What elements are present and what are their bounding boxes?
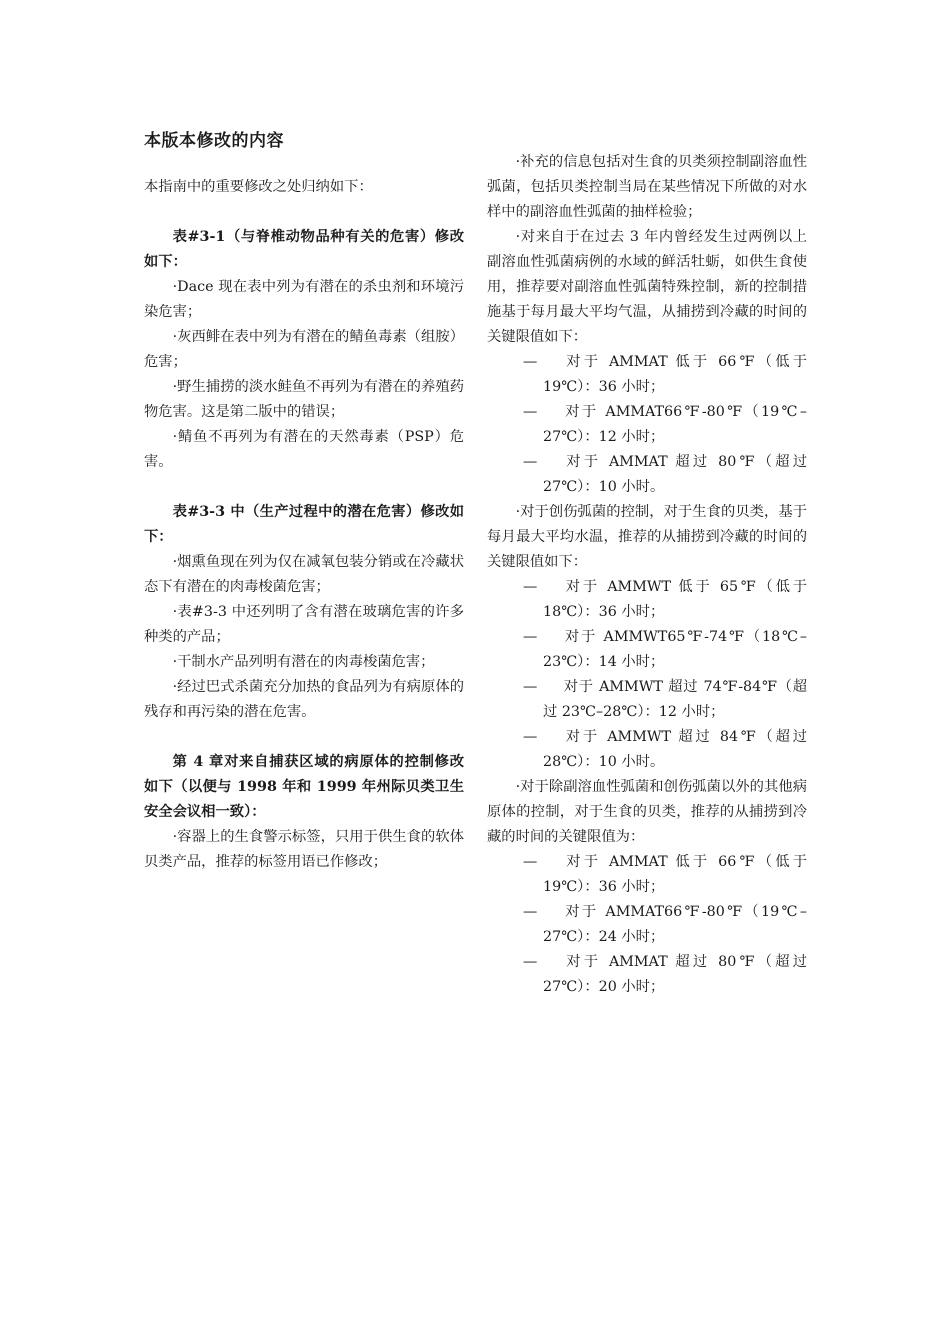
dash-item: — 对于 AMMWT65℉-74℉（18℃–23℃）：14 小时； — [487, 625, 807, 675]
section-heading-table-3-3: 表#3-3 中（生产过程中的潜在危害）修改如下： — [144, 504, 464, 545]
list-item: ·干制水产品列明有潜在的肉毒梭菌危害； — [172, 654, 435, 670]
dash-item: — 对于 AMMAT 超过 80℉（超过 27℃）：20 小时； — [487, 950, 807, 1000]
dash-mark: — — [523, 954, 538, 970]
list-item: ·野生捕捞的淡水鲑鱼不再列为有潜在的养殖药物危害。这是第二版中的错误； — [144, 379, 464, 420]
dash-mark: — — [523, 579, 538, 595]
dash-mark: — — [523, 404, 538, 420]
list-item: ·烟熏鱼现在列为仅在减氧包装分销或在冷藏状态下有潜在的肉毒梭菌危害； — [144, 554, 464, 595]
dash-mark: — — [523, 454, 538, 470]
list-item: ·容器上的生食警示标签，只用于供生食的软体贝类产品，推荐的标签用语已作修改； — [144, 829, 464, 870]
page-title: 本版本修改的内容 — [144, 131, 284, 151]
list-item: ·Dace 现在表中列为有潜在的杀虫剂和环境污染危害； — [144, 279, 464, 320]
right-column — [487, 150, 807, 1000]
dash-mark: — — [523, 729, 538, 745]
dash-item: — 对于 AMMAT66℉-80℉（19℃–27℃）：24 小时； — [487, 900, 807, 950]
dash-item: — 对于 AMMAT 低于 66℉（低于 19℃）：36 小时； — [487, 350, 807, 400]
paragraph-vp-info: ·补充的信息包括对生食的贝类须控制副溶血性弧菌，包括贝类控制当局在某些情况下所做的对水样中的副溶血性弧菌的抽样检验； — [487, 154, 807, 220]
paragraph-vp-control: ·对来自于在过去 3 年内曾经发生过两例以上副溶血性弧菌病例的水域的鲜活牡蛎，如供生食使用，推荐要对副溶血性弧菌特殊控制，新的控制措施基于每月最大平均气温，从捕捞到冷藏的时间的关键限值如下： — [487, 229, 807, 345]
intro-paragraph: 本指南中的重要修改之处归纳如下： — [144, 179, 373, 195]
dash-item: — 对于 AMMWT 低于 65℉（低于 18℃）：36 小时； — [487, 575, 807, 625]
dash-item: — 对于 AMMAT 低于 66℉（低于 19℃）：36 小时； — [487, 850, 807, 900]
dash-item: — 对于 AMMAT66℉-80℉（19℃–27℃）：12 小时； — [487, 400, 807, 450]
dash-mark: — — [523, 629, 538, 645]
list-item: ·表#3-3 中还列明了含有潜在玻璃危害的许多种类的产品； — [144, 604, 464, 645]
dash-item: — 对于 AMMAT 超过 80℉（超过 27℃）：10 小时。 — [487, 450, 807, 500]
dash-item: — 对于 AMMWT 超过 84℉（超过 28℃）：10 小时。 — [487, 725, 807, 775]
list-item: ·灰西鲱在表中列为有潜在的鲭鱼毒素（组胺）危害； — [144, 329, 464, 370]
list-item: ·鲭鱼不再列为有潜在的天然毒素（PSP）危害。 — [144, 429, 464, 470]
dash-item: — 对于 AMMWT 超过 74℉-84℉（超过 23℃–28℃）：12 小时； — [487, 675, 807, 725]
paragraph-other-pathogens: ·对于除副溶血性弧菌和创伤弧菌以外的其他病原体的控制，对于生食的贝类，推荐的从捕捞到冷藏的时间的关键限值为： — [487, 779, 807, 845]
section-heading-table-3-1: 表#3-1（与脊椎动物品种有关的危害）修改如下： — [144, 229, 464, 270]
left-column — [144, 175, 464, 875]
dash-mark: — — [523, 904, 538, 920]
dash-mark: — — [523, 354, 538, 370]
section-heading-chapter-4: 第 4 章对来自捕获区域的病原体的控制修改如下（以便与 1998 年和 1999 年州际贝类卫生安全会议相一致）： — [144, 754, 464, 820]
dash-mark: — — [523, 679, 538, 695]
list-item: ·经过巴式杀菌充分加热的食品列为有病原体的残存和再污染的潜在危害。 — [144, 679, 464, 720]
paragraph-vv-control: ·对于创伤弧菌的控制，对于生食的贝类，基于每月最大平均水温，推荐的从捕捞到冷藏的时间的关键限值如下： — [487, 504, 807, 570]
dash-mark: — — [523, 854, 538, 870]
